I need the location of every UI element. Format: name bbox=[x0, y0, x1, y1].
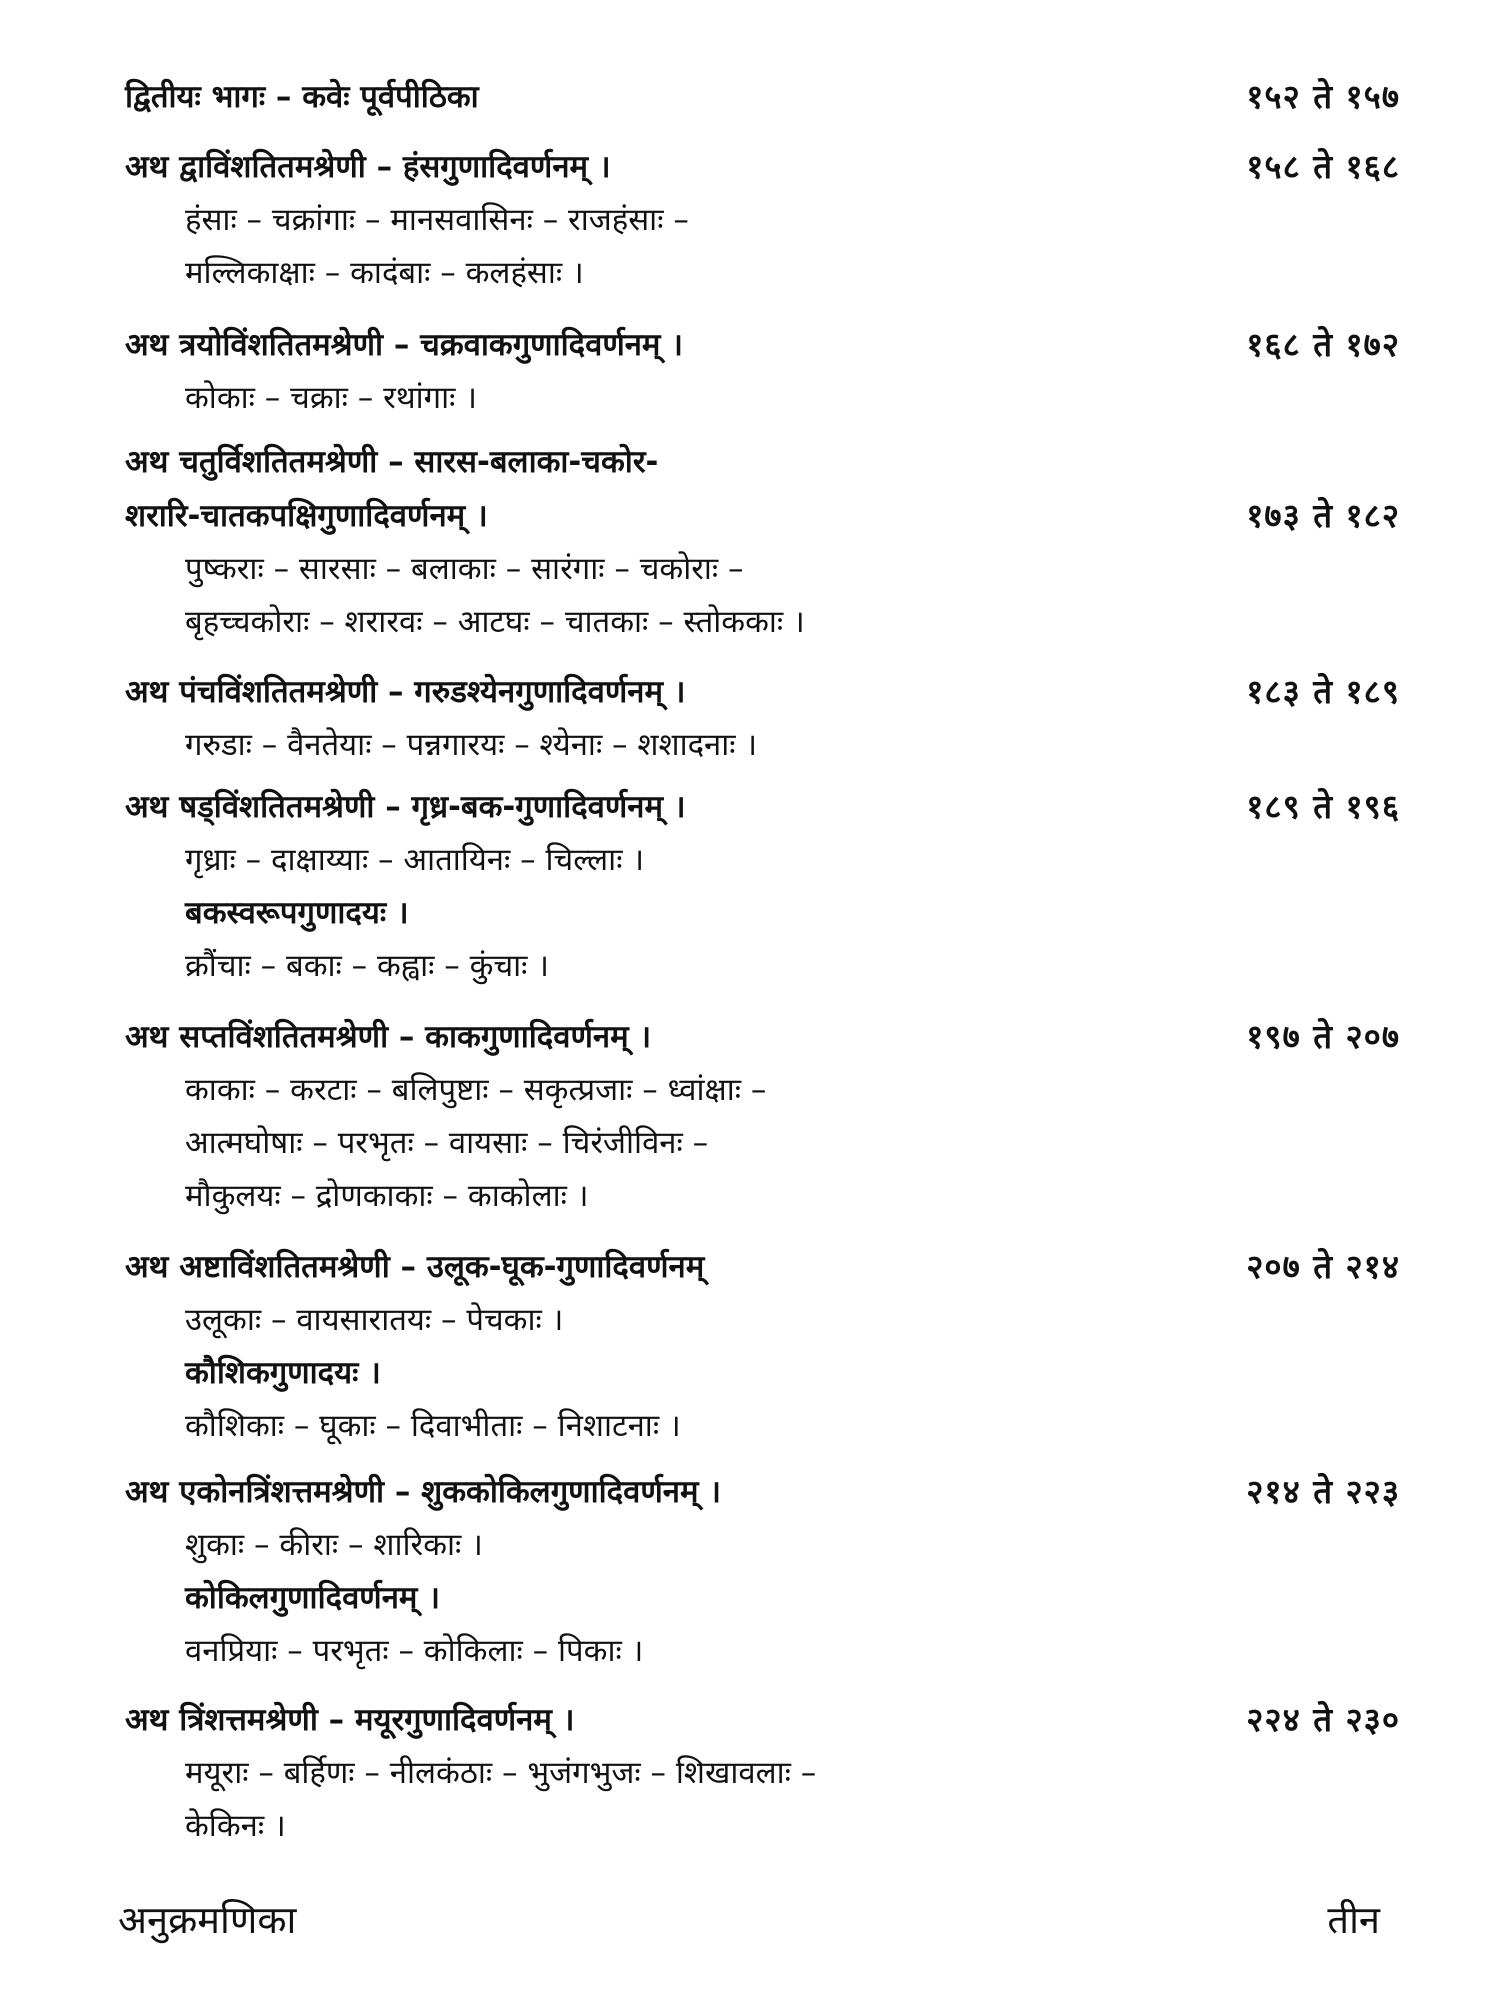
toc-entry bbox=[0, 1240, 1500, 1453]
sub-heading: कौशिकगुणादयः । bbox=[185, 1355, 381, 1391]
entry-line: पुष्कराः – सारसाः – बलाकाः – सारंगाः – चकोराः – bbox=[185, 551, 744, 587]
toc-entry bbox=[0, 140, 1500, 300]
page-range: २०७ ते २१४ bbox=[1246, 1247, 1400, 1286]
toc-entry bbox=[0, 665, 1500, 772]
section-heading: अथ त्रिंशत्तमश्रेणी – मयूरगुणादिवर्णनम् । bbox=[125, 1702, 575, 1738]
section-heading: अथ त्रयोविंशतितमश्रेणी – चक्रवाकगुणादिवर्णनम् । bbox=[125, 327, 684, 363]
toc-entry bbox=[0, 1465, 1500, 1678]
entry-line: शुकाः – कीराः – शारिकाः । bbox=[185, 1527, 483, 1563]
entry-line: हंसाः – चक्रांगाः – मानसवासिनः – राजहंसाः – bbox=[185, 202, 689, 238]
entry-line: गरुडाः – वैनतेयाः – पन्नगारयः – श्येनाः – शशादनाः । bbox=[185, 727, 758, 763]
entry-line: उलूकाः – वायसारातयः – पेचकाः । bbox=[185, 1302, 564, 1338]
entry-line: मयूराः – बर्हिणः – नीलकंठाः – भुजंगभुजः – शिखावलाः – bbox=[185, 1755, 817, 1791]
entry-line: कौशिकाः – घूकाः – दिवाभीताः – निशाटनाः । bbox=[185, 1408, 681, 1444]
page-range: २१४ ते २२३ bbox=[1246, 1472, 1400, 1511]
page-range: १७३ ते १८२ bbox=[1246, 496, 1400, 535]
page-range: १५८ ते १६८ bbox=[1246, 147, 1400, 186]
entry-line: वनप्रियाः – परभृतः – कोकिलाः – पिकाः । bbox=[185, 1633, 644, 1669]
section-heading: अथ एकोनत्रिंशत्तमश्रेणी – शुककोकिलगुणादिवर्णनम् । bbox=[125, 1474, 722, 1510]
sub-heading: बकस्वरूपगुणादयः । bbox=[185, 895, 409, 931]
entry-line: आत्मघोषाः – परभृतः – वायसाः – चिरंजीविनः – bbox=[185, 1125, 709, 1161]
section-heading: अथ सप्तविंशतितमश्रेणी – काकगुणादिवर्णनम् । bbox=[125, 1019, 652, 1055]
section-heading: अथ चतुर्विशतितमश्रेणी – सारस-बलाका-चकोर- bbox=[125, 444, 659, 480]
section-heading: द्वितीयः भागः – कवेः पूर्वपीठिका bbox=[125, 79, 479, 115]
toc-entry bbox=[0, 1693, 1500, 1853]
page-range: १८९ ते १९६ bbox=[1246, 787, 1400, 826]
toc-entry bbox=[0, 1010, 1500, 1223]
page-number: तीन bbox=[1327, 1898, 1380, 1942]
entry-line: बृहच्चकोराः – शरारवः – आटघः – चातकाः – स्तोककाः । bbox=[185, 604, 805, 640]
page-range: २२४ ते २३० bbox=[1246, 1700, 1400, 1739]
section-heading: अथ पंचविंशतितमश्रेणी – गरुडश्येनगुणादिवर्णनम् । bbox=[125, 674, 686, 710]
entry-line: मौकुलयः – द्रोणकाकाः – काकोलाः । bbox=[185, 1178, 589, 1214]
toc-entry bbox=[0, 70, 1500, 124]
page-range: १९७ ते २०७ bbox=[1246, 1017, 1400, 1056]
section-heading: अथ षड्विंशतितमश्रेणी – गृध्र-बक-गुणादिवर्णनम् । bbox=[125, 789, 686, 825]
page-range: १५२ ते १५७ bbox=[1246, 77, 1400, 116]
entry-line: कोकाः – चक्राः – रथांगाः । bbox=[185, 380, 477, 416]
page-range: १६८ ते १७२ bbox=[1246, 325, 1400, 364]
toc-entry bbox=[0, 435, 1500, 649]
entry-line: मल्लिकाक्षाः – कादंबाः – कलहंसाः । bbox=[185, 255, 584, 291]
page-footer bbox=[0, 1890, 1500, 1950]
entry-line: गृध्राः – दाक्षाय्याः – आतायिनः – चिल्लाः । bbox=[185, 842, 645, 878]
page-range: १८३ ते १८९ bbox=[1246, 672, 1400, 711]
entry-line: क्रौंचाः – बकाः – कह्वाः – कुंचाः । bbox=[185, 948, 550, 984]
footer-title: अनुक्रमणिका bbox=[118, 1898, 297, 1942]
sub-heading: कोकिलगुणादिवर्णनम् । bbox=[185, 1580, 441, 1616]
section-heading-continued: शरारि-चातकपक्षिगुणादिवर्णनम् । bbox=[125, 498, 488, 534]
toc-entry bbox=[0, 318, 1500, 425]
section-heading: अथ द्वाविंशतितमश्रेणी – हंसगुणादिवर्णनम् । bbox=[125, 149, 611, 185]
section-heading: अथ अष्टाविंशतितमश्रेणी – उलूक-घूक-गुणादिवर्णनम् bbox=[125, 1249, 705, 1285]
entry-line: काकाः – करटाः – बलिपुष्टाः – सकृत्प्रजाः – ध्वांक्षाः – bbox=[185, 1072, 767, 1108]
entry-line: केकिनः । bbox=[185, 1808, 286, 1844]
toc-entry bbox=[0, 780, 1500, 993]
